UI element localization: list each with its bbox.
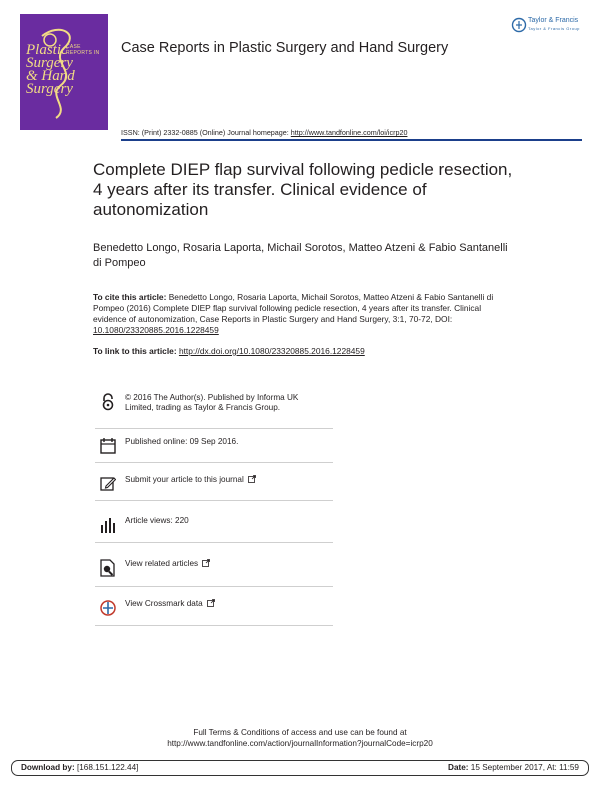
external-link-icon — [248, 475, 256, 483]
article-authors: Benedetto Longo, Rosaria Laporta, Michail Sorotos, Matteo Atzeni & Fabio Santanelli di Pompeo — [93, 242, 508, 269]
issn-text: ISSN: (Print) 2332-0885 (Online) Journal homepage: — [121, 128, 291, 137]
citation-label: To cite this article: — [93, 292, 169, 302]
cover-title — [26, 44, 108, 96]
article-doi-url[interactable]: http://dx.doi.org/10.1080/23320885.2016.1228459 — [178, 346, 365, 356]
crossmark-row[interactable] — [95, 596, 335, 626]
cover-title-line1: Plastic Surgery — [26, 42, 73, 71]
header-divider — [121, 139, 582, 141]
row-divider — [95, 542, 333, 543]
journal-title: Case Reports in Plastic Surgery and Hand Surgery — [121, 40, 449, 56]
external-link-icon — [202, 559, 210, 567]
related-row[interactable] — [95, 556, 335, 586]
downloaded-by-value: [168.151.122.44] — [74, 763, 139, 772]
bar-chart-icon — [100, 516, 116, 534]
download-info-bar — [11, 760, 589, 776]
download-date — [448, 763, 579, 772]
open-access-icon — [100, 393, 116, 411]
row-divider — [95, 625, 333, 626]
citation-text: Benedetto Longo, Rosaria Laporta, Michail Sorotos, Matteo Atzeni & Fabio Santanelli di Pompeo (2016) Complete DIEP flap survival following pedicle resection, 4 years after its transfer. Clinical evidence of autonomization, Case Reports in Plastic Surgery and Hand Surgery, 3:1, 70-72, DOI: — [93, 292, 494, 324]
cover-title-line2: & Hand Surgery — [26, 68, 75, 97]
calendar-icon — [100, 437, 116, 455]
crossmark-label: View Crossmark data — [125, 599, 203, 608]
row-divider — [95, 428, 333, 429]
published-row — [95, 434, 335, 464]
crossmark-link[interactable] — [125, 599, 215, 609]
article-link-label: To link to this article: — [93, 346, 179, 356]
published-date: Published online: 09 Sep 2016. — [125, 437, 239, 446]
publisher-group: Taylor & Francis Group — [528, 26, 580, 31]
journal-cover-image — [20, 14, 108, 130]
article-title: Complete DIEP flap survival following pedicle resection, 4 years after its transfer. Clinical evidence of autonomization — [93, 160, 513, 219]
related-search-icon — [100, 559, 116, 577]
submit-row[interactable] — [95, 472, 335, 502]
crossmark-icon — [100, 599, 116, 617]
publisher-name: Taylor & Francis — [528, 17, 579, 24]
citation-doi-link[interactable]: 10.1080/23320885.2016.1228459 — [93, 325, 219, 335]
terms-notice — [0, 727, 600, 749]
download-date-value: 15 September 2017, At: 11:59 — [468, 763, 579, 772]
cover-series-label: CASE REPORTS IN — [66, 44, 100, 56]
row-divider — [95, 500, 333, 501]
citation-block — [93, 292, 503, 336]
publisher-logo — [511, 15, 587, 37]
downloaded-by — [21, 763, 138, 772]
row-divider — [95, 462, 333, 463]
journal-homepage-link[interactable]: http://www.tandfonline.com/loi/icrp20 — [290, 128, 408, 137]
download-date-label: Date: — [448, 763, 469, 772]
related-articles-link[interactable] — [125, 559, 210, 569]
publisher-logo-icon — [511, 17, 527, 33]
copyright-text: © 2016 The Author(s). Published by Informa UK Limited, trading as Taylor & Francis Group. — [125, 393, 299, 412]
terms-line: Full Terms & Conditions of access and use can be found at — [193, 728, 407, 737]
copyright-row — [95, 390, 335, 430]
edit-icon — [100, 475, 116, 493]
submit-article-label: Submit your article to this journal — [125, 475, 244, 484]
related-articles-label: View related articles — [125, 559, 199, 568]
issn-line — [121, 128, 407, 137]
article-link-line — [93, 346, 365, 356]
article-views: Article views: 220 — [125, 516, 189, 525]
terms-url[interactable]: http://www.tandfonline.com/action/journalInformation?journalCode=icrp20 — [167, 739, 433, 748]
views-row — [95, 513, 335, 543]
downloaded-by-label: Download by: — [21, 763, 75, 772]
row-divider — [95, 586, 333, 587]
external-link-icon — [207, 599, 215, 607]
submit-article-link[interactable] — [125, 475, 256, 485]
